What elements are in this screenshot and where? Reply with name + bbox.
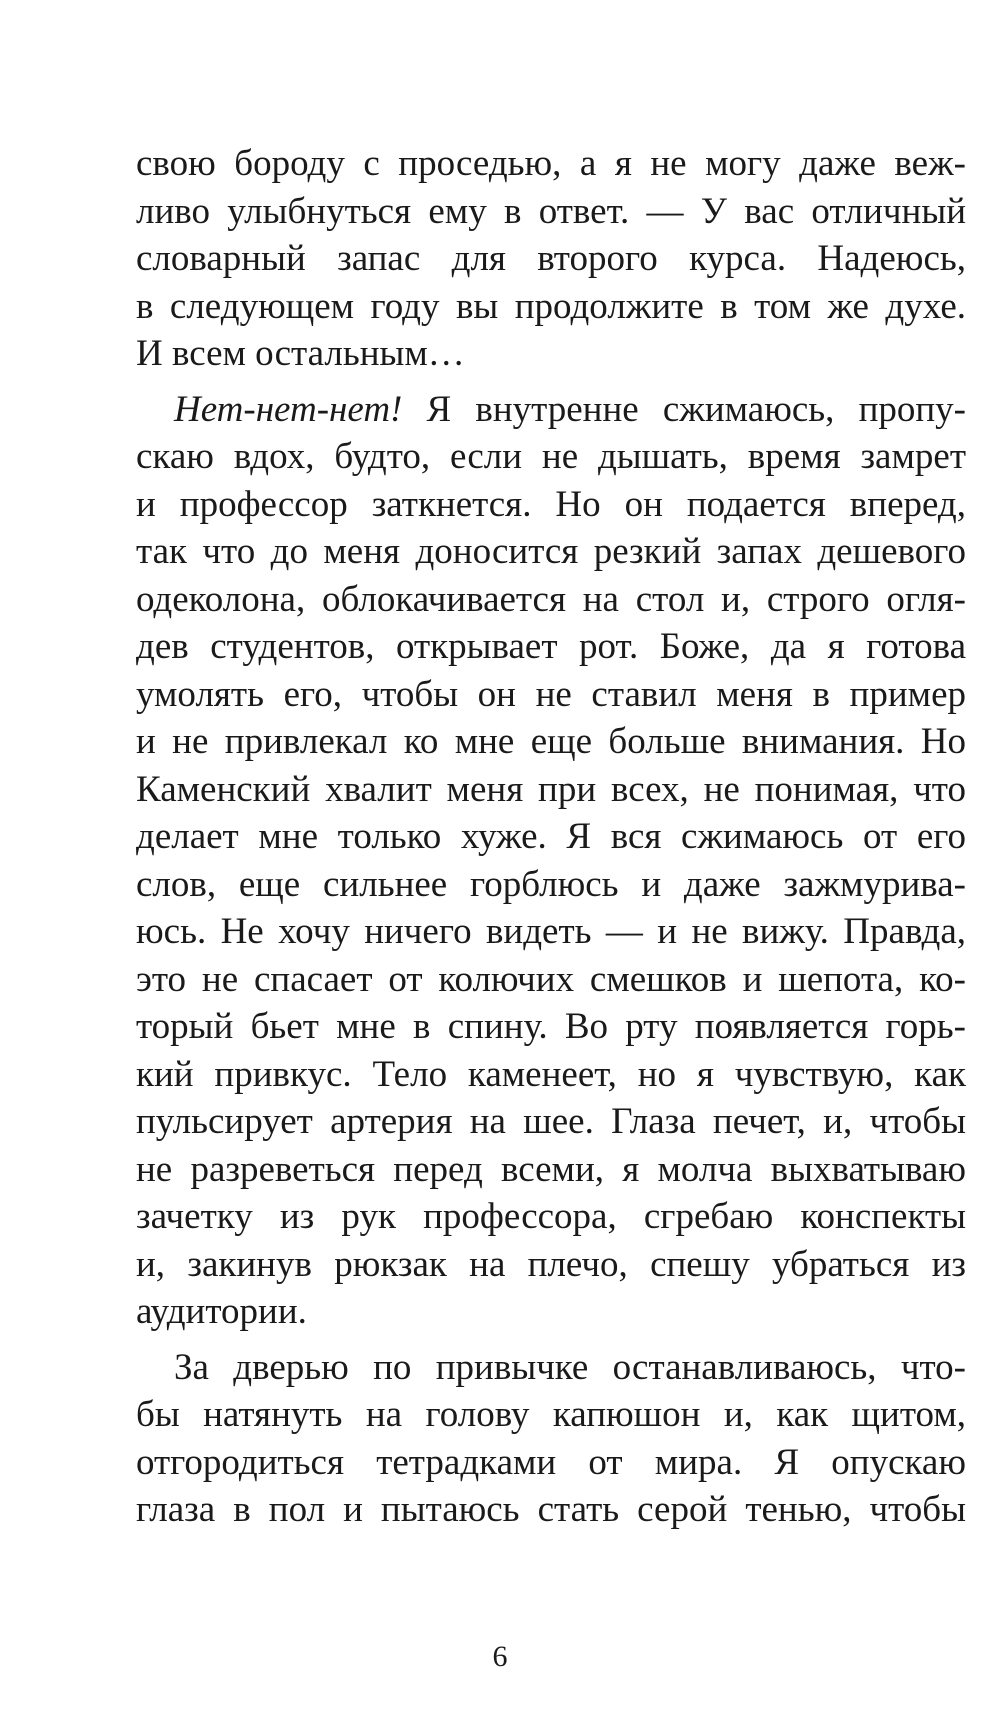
text-line: так что до меня доносится резкий запах дешевого: [136, 531, 966, 572]
text-line: и не привлекал ко мне еще больше внимания. Но: [136, 721, 966, 762]
text-line: бы натянуть на голову капюшон и, как щитом,: [136, 1394, 966, 1435]
text-line: в следующем году вы продолжите в том же духе.: [136, 285, 966, 327]
text-line: пульсирует артерия на шее. Глаза печет, и, чтобы: [136, 1101, 966, 1142]
text-line: зачетку из рук профессора, сгребаю конспекты: [136, 1196, 966, 1237]
text-line: За дверью по привычке останавливаюсь, что-: [174, 1346, 966, 1388]
text-line: не разреветься перед всеми, я молча выхватываю: [136, 1148, 966, 1190]
text-line: И всем остальным…: [136, 333, 465, 374]
text-fragment: Я внутренне сжимаюсь, пропу-: [402, 388, 966, 430]
text-line: одеколона, облокачивается на стол и, строго огля-: [136, 578, 966, 620]
text-line: скаю вдох, будто, если не дышать, время замрет: [136, 436, 966, 477]
text-line: юсь. Не хочу ничего видеть — и не вижу. Правда,: [136, 911, 966, 952]
text-line: [136, 386, 966, 434]
text-line: и, закинув рюкзак на плечо, спешу убраться из: [136, 1243, 966, 1285]
text-line: и профессор заткнется. Но он подается вперед,: [136, 483, 966, 525]
text-line: слов, еще сильнее горблюсь и даже зажмурива-: [136, 863, 966, 905]
text-line: умолять его, чтобы он не ставил меня в пример: [136, 673, 966, 715]
page-number: 6: [492, 1640, 508, 1673]
text-line: глаза в пол и пытаюсь стать серой тенью, чтобы: [136, 1489, 966, 1530]
text-line: торый бьет мне в спину. Во рту появляется горь-: [136, 1006, 966, 1047]
text-line: свою бороду с проседью, а я не могу даже веж-: [136, 143, 966, 184]
text-line: аудитории.: [136, 1291, 307, 1332]
text-line: Каменский хвалит меня при всех, не понимая, что: [136, 768, 966, 810]
text-line: дев студентов, открывает рот. Боже, да я готова: [136, 626, 966, 667]
italic-exclamation: Нет-нет-нет!: [174, 388, 403, 430]
text-line: отгородиться тетрадками от мира. Я опускаю: [136, 1441, 966, 1483]
text-line: это не спасает от колючих смешков и шепота, ко-: [136, 958, 966, 1000]
page-body: [136, 140, 966, 1534]
text-line: ливо улыбнуться ему в ответ. — У вас отличный: [136, 190, 966, 232]
text-line: делает мне только хуже. Я вся сжимаюсь от его: [136, 816, 966, 857]
text-line: словарный запас для второго курса. Надеюсь,: [136, 238, 966, 279]
text-line: кий привкус. Тело каменеет, но я чувствую, как: [136, 1053, 966, 1095]
